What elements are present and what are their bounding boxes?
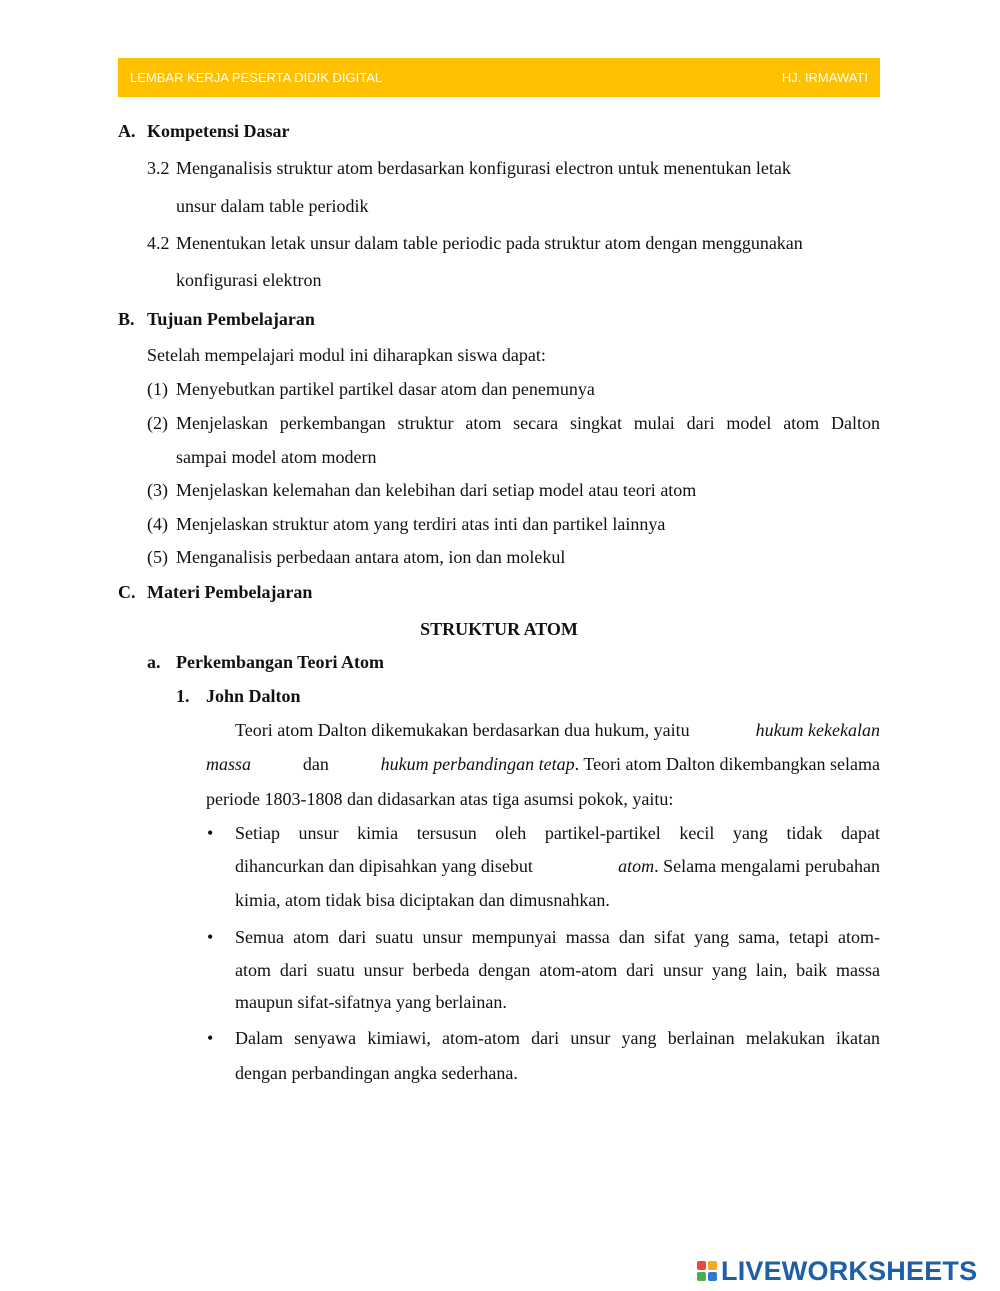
objective-2-line2: sampai model atom modern <box>176 447 377 467</box>
kd-4-2-line1: Menentukan letak unsur dalam table periodic pada struktur atom dengan menggunakan <box>176 233 803 253</box>
header-bar <box>118 58 880 97</box>
bullet-1-line1: Setiap unsur kimia tersusun oleh partikel-partikel kecil yang tidak dapat <box>235 823 880 843</box>
paragraph-l1-text: Teori atom Dalton dikemukakan berdasarkan dua hukum, yaitu <box>235 720 690 740</box>
objective-2-line1: Menjelaskan perkembangan struktur atom secara singkat mulai dari model atom Dalton <box>176 413 880 433</box>
bullet-1-symbol: • <box>207 823 214 843</box>
paragraph-line1 <box>235 719 880 741</box>
bullet-3-line2: dengan perbandingan angka sederhana. <box>235 1063 518 1083</box>
bullet-2-symbol: • <box>207 927 214 947</box>
objective-4-number: (4) <box>147 514 168 534</box>
objective-5-text: Menganalisis perbedaan antara atom, ion dan molekul <box>176 547 566 567</box>
liveworksheets-logo[interactable] <box>697 1256 977 1286</box>
objective-5-number: (5) <box>147 547 168 567</box>
center-title: STRUKTUR ATOM <box>420 619 578 639</box>
kd-3-2-number: 3.2 <box>147 158 170 178</box>
section-b-intro: Setelah mempelajari modul ini diharapkan siswa dapat: <box>147 345 546 365</box>
objective-3-text: Menjelaskan kelemahan dan kelebihan dari setiap model atau teori atom <box>176 480 697 500</box>
header-left-title: LEMBAR KERJA PESERTA DIDIK DIGITAL <box>130 70 383 85</box>
paragraph-l2-italic1: massa <box>206 754 252 774</box>
subsection-a-title: Perkembangan Teori Atom <box>176 652 385 672</box>
paragraph-l2-italic2: hukum perbandingan tetap <box>380 754 575 774</box>
bullet-3-symbol: • <box>207 1028 214 1048</box>
bullet-3-line1: Dalam senyawa kimiawi, atom-atom dari unsur yang berlainan melakukan ikatan <box>235 1028 880 1048</box>
section-c-marker: C. <box>118 582 136 602</box>
bullet-1-l2-b: . Selama mengalami perubahan <box>654 856 880 876</box>
bullet-1-line2 <box>235 855 880 877</box>
paragraph-line2 <box>206 753 880 775</box>
kd-4-2-number: 4.2 <box>147 233 170 253</box>
bullet-2-line1: Semua atom dari suatu unsur mempunyai massa dan sifat yang sama, tetapi atom- <box>235 927 880 947</box>
section-b-title: Tujuan Pembelajaran <box>147 309 315 329</box>
logo-block <box>697 1261 706 1270</box>
objective-1-text: Menyebutkan partikel partikel dasar atom dan penemunya <box>176 379 595 399</box>
section-c-title: Materi Pembelajaran <box>147 582 313 602</box>
objective-4-text: Menjelaskan struktur atom yang terdiri atas inti dan partikel lainnya <box>176 514 666 534</box>
header-author: HJ. IRMAWATI <box>781 70 868 85</box>
objective-3-number: (3) <box>147 480 168 500</box>
subsection-1-title: John Dalton <box>206 686 301 706</box>
objective-2-number: (2) <box>147 413 168 433</box>
logo-block <box>708 1261 717 1270</box>
kd-3-2-line2: unsur dalam table periodik <box>176 196 369 216</box>
paragraph-l2-text2: . Teori atom Dalton dikembangkan selama <box>574 754 880 774</box>
paragraph-line3: periode 1803-1808 dan didasarkan atas tiga asumsi pokok, yaitu: <box>206 789 674 809</box>
subsection-1-marker: 1. <box>176 686 190 706</box>
logo-block <box>708 1272 717 1281</box>
bullet-1-l2-a: dihancurkan dan dipisahkan yang disebut <box>235 856 533 876</box>
subsection-a-marker: a. <box>147 652 161 672</box>
paragraph-l1-italic: hukum kekekalan <box>755 720 880 740</box>
logo-blocks-icon <box>697 1261 717 1281</box>
objective-1-number: (1) <box>147 379 168 399</box>
bullet-1-line3: kimia, atom tidak bisa diciptakan dan dimusnahkan. <box>235 890 610 910</box>
kd-3-2-line1 <box>176 157 844 179</box>
paragraph-l2-group <box>381 753 880 775</box>
section-a-marker: A. <box>118 121 136 141</box>
bullet-1-l2-italic: atom <box>618 856 655 876</box>
bullet-2-line2: atom dari suatu unsur berbeda dengan atom-atom dari unsur yang lain, baik massa <box>235 960 880 980</box>
bullet-2-line3: maupun sifat-sifatnya yang berlainan. <box>235 992 507 1012</box>
logo-text: LIVEWORKSHEETS <box>721 1255 978 1286</box>
section-b-marker: B. <box>118 309 135 329</box>
kd-4-2-line2: konfigurasi elektron <box>176 270 322 290</box>
section-a-title: Kompetensi Dasar <box>147 121 290 141</box>
kd-3-2-text: Menganalisis struktur atom berdasarkan konfigurasi electron untuk menentukan letak <box>176 158 791 178</box>
bullet-1-l2-group <box>618 855 880 877</box>
logo-block <box>697 1272 706 1281</box>
paragraph-l2-text1: dan <box>302 754 329 774</box>
